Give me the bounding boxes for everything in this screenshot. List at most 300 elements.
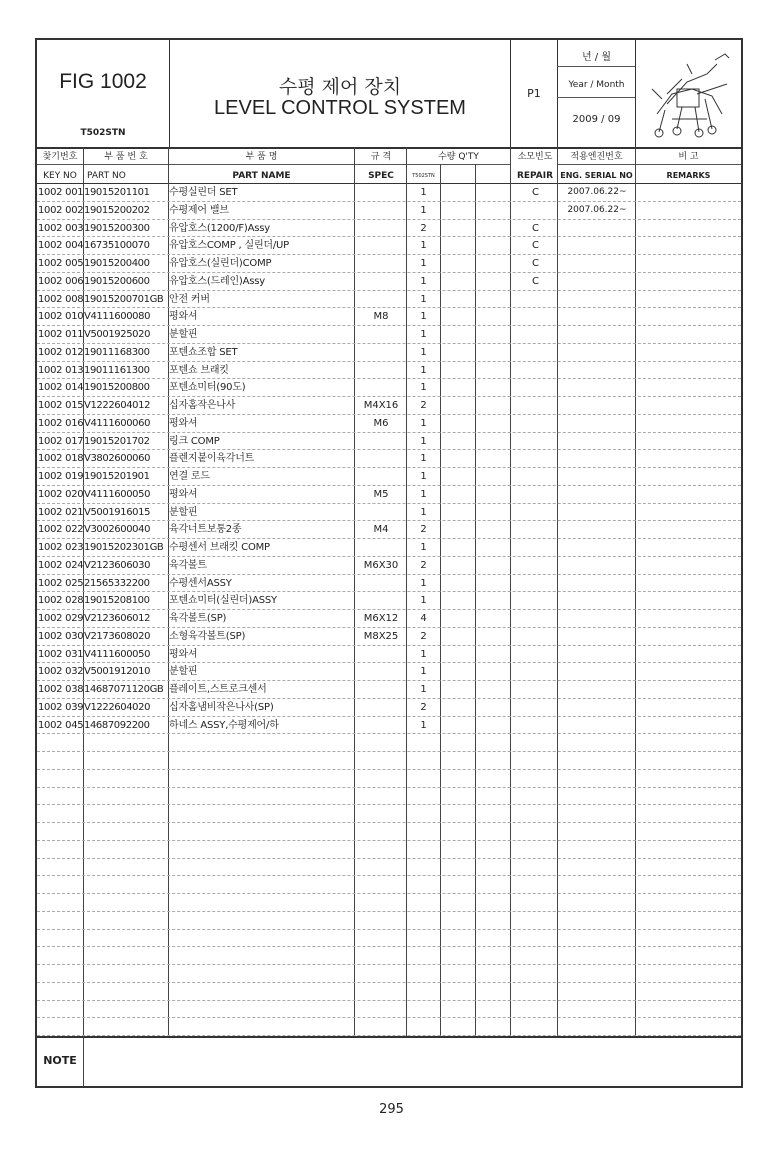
key-no-cell: 1002 008 [38, 293, 83, 305]
part-name-cell: 소형육각볼트(SP) [169, 630, 246, 642]
key-no-cell: 1002 022 [38, 524, 83, 536]
year-month-korean: 년 / 월 [581, 52, 612, 63]
table-row [37, 592, 741, 610]
part-name-cell: 육각볼트(SP) [169, 613, 227, 624]
spec-cell [355, 184, 407, 202]
qty-cell: 1 [420, 382, 427, 394]
part-name-cell: 십자홈냄비작은나사(SP) [169, 701, 274, 713]
qty-cell: 1 [420, 204, 427, 216]
table-row [37, 362, 741, 380]
part-name-cell: 평와셔 [169, 648, 198, 660]
qty-cell: 1 [420, 258, 427, 269]
table-row [37, 521, 741, 539]
part-name-cell: 포텐쇼미터(90도) [169, 382, 246, 394]
spec-cell: M6 [373, 417, 389, 429]
title-english: LEVEL CONTROL SYSTEM [214, 97, 466, 119]
key-no-cell: 1002 030 [38, 630, 83, 642]
key-no-cell: 1002 014 [38, 382, 83, 394]
empty-row [37, 788, 741, 806]
repair-cell [512, 415, 559, 433]
eng-serial-cell [559, 592, 635, 610]
repair-cell [512, 450, 559, 468]
repair-cell [512, 379, 559, 397]
table-row [37, 397, 741, 415]
repair-cell: C [532, 187, 539, 198]
part-name-cell: 안전 커버 [169, 293, 210, 305]
part-no-cell: 19015200600 [84, 275, 150, 287]
table-row [37, 379, 741, 397]
eng-serial-cell [559, 521, 635, 539]
empty-row [37, 823, 741, 841]
eng-serial-cell [559, 717, 635, 735]
spec-cell [355, 699, 407, 717]
part-no-cell: 19015200300 [84, 222, 150, 234]
part-name-cell: 수평센서ASSY [169, 577, 232, 589]
col-spec-ko: 규 격 [370, 152, 392, 162]
eng-serial-cell [559, 646, 635, 664]
qty-cell: 1 [420, 506, 427, 518]
model-code: T502STN [80, 128, 126, 138]
part-name-cell: 육각너트보통2종 [169, 524, 242, 536]
key-no-cell: 1002 045 [38, 719, 83, 731]
repair-cell [512, 646, 559, 664]
header-mid-line-right [557, 164, 741, 165]
note-divider [37, 1036, 741, 1038]
spec-cell [355, 681, 407, 699]
repair-cell [512, 362, 559, 380]
col-spec-en: SPEC [368, 171, 394, 181]
spec-cell [355, 468, 407, 486]
key-no-cell: 1002 018 [38, 453, 83, 465]
key-no-cell: 1002 028 [38, 595, 83, 607]
key-no-cell: 1002 012 [38, 346, 83, 358]
part-name-cell: 육각볼트 [169, 559, 207, 571]
part-name-cell: 평와셔 [169, 417, 198, 429]
fig-label: FIG 1002 [59, 70, 147, 93]
eng-serial-cell [559, 575, 635, 593]
table-row [37, 255, 741, 273]
eng-serial-cell [559, 539, 635, 557]
table-row [37, 237, 741, 255]
part-name-cell: 수평제어 밸브 [169, 204, 229, 216]
spec-cell: M8 [373, 311, 389, 323]
eng-serial-cell [559, 504, 635, 522]
part-no-cell: V2123606030 [84, 559, 151, 571]
eng-serial-cell [559, 379, 635, 397]
eng-serial-cell [559, 486, 635, 504]
table-row [37, 504, 741, 522]
spec-cell [355, 220, 407, 238]
table-row [37, 575, 741, 593]
repair-cell [512, 397, 559, 415]
table-row [37, 273, 741, 291]
qty-cell: 1 [420, 488, 427, 500]
key-no-cell: 1002 039 [38, 701, 83, 713]
key-no-cell: 1002 032 [38, 666, 83, 678]
repair-cell [512, 344, 559, 362]
part-name-cell: 수평실린더 SET [169, 187, 238, 198]
spec-cell: M8X25 [363, 630, 399, 642]
part-no-cell: 19015201702 [84, 435, 150, 447]
qty-cell: 2 [420, 400, 427, 411]
empty-row [37, 894, 741, 912]
col-repair-en: REPAIR [516, 171, 554, 181]
spec-cell: M6X12 [363, 613, 399, 624]
table-row [37, 646, 741, 664]
qty-cell: 1 [420, 595, 427, 607]
qty-cell: 1 [420, 684, 427, 695]
empty-row [37, 1001, 741, 1019]
eng-serial-cell [559, 237, 635, 255]
key-no-cell: 1002 015 [38, 400, 83, 411]
repair-cell [512, 628, 559, 646]
eng-serial-cell [559, 433, 635, 451]
part-no-cell: 19015200800 [84, 382, 150, 394]
col-eng-ko: 적용엔진번호 [570, 152, 623, 162]
table-row [37, 344, 741, 362]
part-no-cell: V3002600040 [84, 524, 151, 536]
qty-cell: 1 [420, 453, 427, 465]
table-row [37, 557, 741, 575]
eng-serial-cell [559, 450, 635, 468]
spec-cell [355, 504, 407, 522]
part-no-cell: V4111600080 [84, 311, 151, 323]
key-no-cell: 1002 004 [38, 240, 83, 252]
part-name-cell: 십자홈작은나사 [169, 400, 236, 411]
repair-cell [512, 504, 559, 522]
key-no-cell: 1002 013 [38, 364, 83, 376]
empty-row [37, 805, 741, 823]
part-name-cell: 유압호스(실린더)COMP [169, 258, 272, 269]
repair-cell [512, 539, 559, 557]
repair-cell [512, 468, 559, 486]
part-name-cell: 포텐쇼미터(실린더)ASSY [169, 595, 277, 607]
spec-cell [355, 663, 407, 681]
eng-serial-cell [559, 468, 635, 486]
part-no-cell: 19011161300 [84, 364, 150, 376]
empty-row [37, 912, 741, 930]
col-key-en: KEY NO [43, 171, 77, 181]
repair-cell [512, 433, 559, 451]
part-name-cell: 링크 COMP [169, 435, 220, 447]
eng-serial-cell [559, 415, 635, 433]
repair-cell: C [532, 275, 539, 287]
spec-cell: M5 [373, 488, 389, 500]
eng-serial-cell: 2007.06.22~ [567, 204, 627, 215]
repair-cell [512, 486, 559, 504]
table-row [37, 220, 741, 238]
qty-cell: 1 [420, 719, 427, 731]
key-no-cell: 1002 021 [38, 506, 83, 518]
qty-cell: 1 [420, 577, 427, 589]
part-name-cell: 유압호스(드레인)Assy [169, 275, 266, 287]
table-row [37, 539, 741, 557]
part-name-cell: 유압호스(1200/F)Assy [169, 222, 270, 234]
spec-cell [355, 575, 407, 593]
repair-cell [512, 592, 559, 610]
part-name-cell: 유압호스COMP , 실린더/UP [169, 240, 289, 252]
repair-cell: C [532, 258, 539, 269]
eng-serial-cell [559, 326, 635, 344]
part-name-cell: 수평센서 브래킷 COMP [169, 542, 270, 553]
key-no-cell: 1002 020 [38, 488, 83, 500]
spec-cell [355, 326, 407, 344]
eng-serial-cell: 2007.06.22~ [567, 187, 627, 197]
part-no-cell: 19015208100 [84, 595, 150, 607]
table-row [37, 184, 741, 202]
empty-row [37, 841, 741, 859]
key-no-cell: 1002 001 [38, 187, 83, 198]
page-code: P1 [527, 87, 541, 100]
qty-cell: 2 [420, 559, 427, 571]
qty-cell: 1 [420, 666, 427, 678]
spec-cell [355, 273, 407, 291]
key-no-cell: 1002 029 [38, 613, 83, 624]
qty-cell: 2 [420, 524, 427, 536]
key-no-cell: 1002 005 [38, 258, 83, 269]
part-no-cell: 19011168300 [84, 346, 150, 358]
table-row [37, 308, 741, 326]
part-no-cell: V2123606012 [84, 613, 151, 624]
part-name-cell: 하네스 ASSY,수평제어/하 [169, 719, 279, 731]
spec-cell [355, 291, 407, 309]
spec-cell [355, 450, 407, 468]
part-no-cell: 19015200202 [84, 204, 150, 216]
part-name-cell: 플렌지붙이육각너트 [169, 453, 255, 465]
empty-row [37, 752, 741, 770]
spec-cell [355, 646, 407, 664]
key-no-cell: 1002 006 [38, 275, 83, 287]
empty-row [37, 1018, 741, 1036]
eng-serial-cell [559, 628, 635, 646]
eng-serial-cell [559, 220, 635, 238]
page-number: 295 [379, 1102, 404, 1117]
key-no-cell: 1002 016 [38, 417, 83, 429]
part-name-cell: 평와셔 [169, 488, 198, 500]
table-row [37, 610, 741, 628]
col-name-en: PART NAME [232, 171, 291, 181]
col-eng-en: ENG. SERIAL NO [560, 171, 633, 180]
empty-row [37, 947, 741, 965]
key-no-cell: 1002 031 [38, 648, 83, 660]
empty-row [37, 859, 741, 877]
part-no-cell: 19015200400 [84, 258, 150, 269]
part-no-cell: 21565332200 [84, 577, 150, 589]
part-no-cell: V1222604012 [84, 400, 151, 411]
parts-table-body [37, 184, 741, 1036]
col-repair-ko: 소모빈도 [517, 152, 553, 162]
col-name-ko: 부 품 명 [245, 152, 278, 162]
qty-cell: 1 [420, 417, 427, 429]
repair-cell [512, 699, 559, 717]
eng-serial-cell [559, 255, 635, 273]
key-no-cell: 1002 002 [38, 204, 83, 216]
table-row [37, 681, 741, 699]
header-sep-4 [635, 40, 636, 147]
part-no-cell: V4111600060 [84, 417, 151, 429]
col-key-ko: 찾기번호 [42, 152, 78, 162]
spec-cell [355, 362, 407, 380]
part-no-cell: 14687071120GB [84, 684, 164, 695]
repair-cell: C [532, 240, 539, 252]
table-row [37, 699, 741, 717]
table-row [37, 717, 741, 735]
table-row [37, 450, 741, 468]
key-no-cell: 1002 011 [38, 329, 83, 340]
part-name-cell: 분할핀 [169, 666, 198, 678]
spec-cell [355, 202, 407, 220]
year-month-value: 2009 / 09 [572, 114, 621, 125]
part-no-cell: V5001916015 [84, 506, 151, 518]
qty-cell: 1 [420, 240, 427, 252]
key-no-cell: 1002 019 [38, 471, 83, 482]
spec-cell: M4X16 [363, 400, 399, 411]
repair-cell [512, 575, 559, 593]
empty-row [37, 876, 741, 894]
year-month-english: Year / Month [568, 80, 625, 90]
table-row [37, 628, 741, 646]
key-no-cell: 1002 024 [38, 559, 83, 571]
eng-serial-cell [559, 681, 635, 699]
part-no-cell: V1222604020 [84, 701, 151, 713]
ym-divider-1 [557, 66, 635, 67]
empty-row [37, 930, 741, 948]
repair-cell [512, 557, 559, 575]
eng-serial-cell [559, 308, 635, 326]
qty-cell: 1 [420, 435, 427, 447]
part-no-cell: 14687092200 [84, 719, 150, 731]
qty-cell: 1 [420, 329, 427, 340]
repair-cell: C [532, 222, 539, 234]
qty-cell: 1 [420, 311, 427, 323]
spec-cell [355, 539, 407, 557]
part-name-cell: 분할핀 [169, 329, 198, 340]
qty-cell: 2 [420, 701, 427, 713]
parts-sheet [35, 38, 743, 1088]
eng-serial-cell [559, 610, 635, 628]
qty-cell: 1 [420, 542, 427, 553]
spec-cell [355, 237, 407, 255]
machine-illustration [637, 44, 739, 144]
part-no-cell: V4111600050 [84, 648, 151, 660]
eng-serial-cell [559, 362, 635, 380]
col-remarks-ko: 비 고 [678, 152, 699, 162]
eng-serial-cell [559, 663, 635, 681]
part-no-cell: 19015201901 [84, 471, 150, 482]
title-korean: 수평 제어 장치 [278, 76, 402, 98]
key-no-cell: 1002 017 [38, 435, 83, 447]
key-no-cell: 1002 003 [38, 222, 83, 234]
spec-cell [355, 379, 407, 397]
repair-cell [512, 308, 559, 326]
table-row [37, 486, 741, 504]
table-row [37, 415, 741, 433]
part-no-cell: V5001912010 [84, 666, 151, 678]
qty-cell: 2 [420, 222, 427, 234]
spec-cell: M6X30 [363, 559, 399, 571]
part-no-cell: 19015200701GB [84, 293, 164, 305]
repair-cell [512, 681, 559, 699]
repair-cell [512, 521, 559, 539]
spec-cell [355, 433, 407, 451]
spec-cell [355, 592, 407, 610]
spec-cell [355, 717, 407, 735]
key-no-cell: 1002 038 [38, 684, 83, 695]
key-no-cell: 1002 025 [38, 577, 83, 589]
qty-cell: 1 [420, 364, 427, 376]
qty-cell: 1 [420, 293, 427, 305]
note-label: NOTE [43, 1054, 77, 1067]
part-no-cell: V5001925020 [84, 329, 151, 340]
col-remarks-en: REMARKS [666, 171, 711, 180]
qty-cell: 2 [420, 630, 427, 642]
repair-cell [512, 202, 559, 220]
empty-row [37, 734, 741, 752]
part-name-cell: 포텐쇼조합 SET [169, 346, 238, 358]
part-no-cell: V3802600060 [84, 453, 151, 465]
table-row [37, 433, 741, 451]
spec-cell: M4 [373, 524, 389, 536]
eng-serial-cell [559, 397, 635, 415]
empty-row [37, 770, 741, 788]
qty-cell: 4 [420, 613, 427, 624]
col-part-en: PART NO [87, 171, 126, 181]
note-sep [83, 1036, 84, 1086]
repair-cell [512, 610, 559, 628]
col-qty-model: T502STN [412, 173, 435, 179]
part-no-cell: 19015201101 [84, 187, 150, 198]
table-row [37, 326, 741, 344]
eng-serial-cell [559, 344, 635, 362]
spec-cell [355, 344, 407, 362]
col-part-ko: 부 품 번 호 [104, 152, 148, 162]
eng-serial-cell [559, 273, 635, 291]
qty-cell: 1 [420, 346, 427, 358]
repair-cell [512, 717, 559, 735]
eng-serial-cell [559, 699, 635, 717]
qty-cell: 1 [420, 471, 427, 482]
part-no-cell: 16735100070 [84, 240, 150, 252]
key-no-cell: 1002 010 [38, 311, 83, 323]
spec-cell [355, 255, 407, 273]
empty-row [37, 983, 741, 1001]
repair-cell [512, 663, 559, 681]
part-name-cell: 연결 로드 [169, 471, 210, 482]
part-name-cell: 평와셔 [169, 311, 198, 323]
part-name-cell: 플레이트,스트로크센서 [169, 684, 267, 695]
repair-cell [512, 291, 559, 309]
table-row [37, 663, 741, 681]
eng-serial-cell [559, 291, 635, 309]
qty-cell: 1 [420, 275, 427, 287]
part-no-cell: 19015202301GB [84, 542, 164, 553]
table-row [37, 202, 741, 220]
repair-cell [512, 326, 559, 344]
key-no-cell: 1002 023 [38, 542, 83, 553]
col-qty-ko: 수량 Q'TY [438, 152, 479, 162]
empty-row [37, 965, 741, 983]
qty-cell: 1 [420, 187, 427, 198]
ym-divider-2 [557, 97, 635, 98]
part-name-cell: 포텐쇼 브래킷 [169, 364, 229, 376]
part-no-cell: V4111600050 [84, 488, 151, 500]
eng-serial-cell [559, 557, 635, 575]
table-row [37, 291, 741, 309]
table-row [37, 468, 741, 486]
part-name-cell: 분할핀 [169, 506, 198, 518]
part-no-cell: V2173608020 [84, 630, 151, 642]
qty-cell: 1 [420, 648, 427, 660]
